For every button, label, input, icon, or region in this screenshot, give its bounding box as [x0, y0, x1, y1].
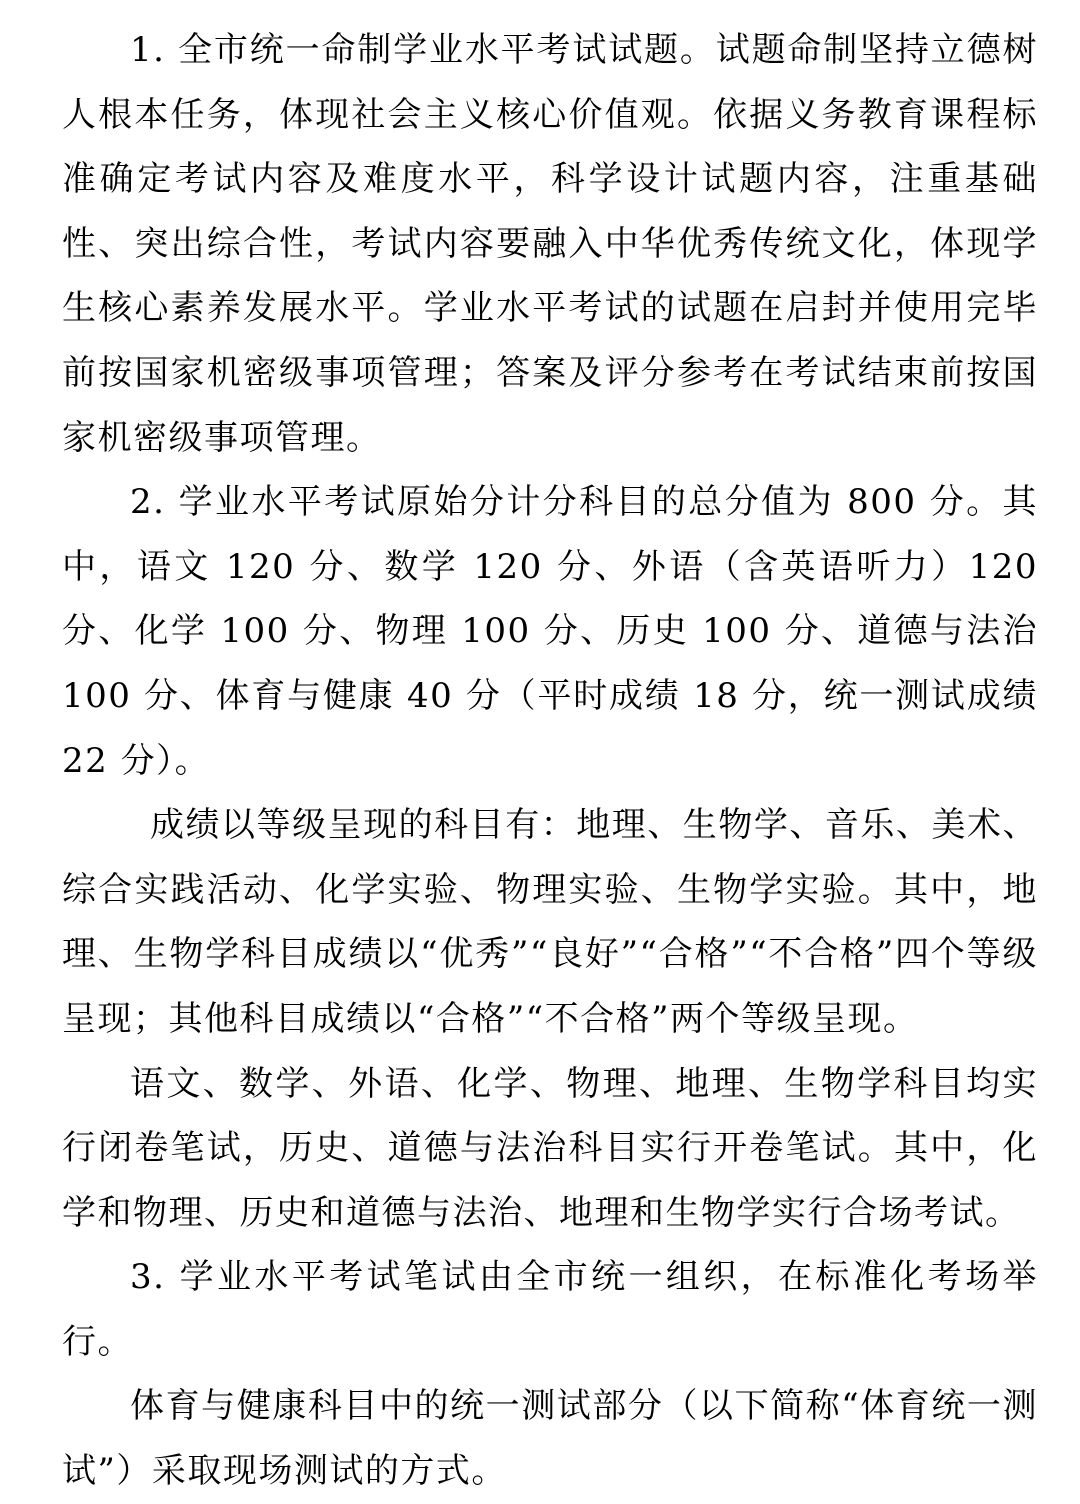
paragraph-grade-levels: 成绩以等级呈现的科目有：地理、生物学、音乐、美术、综合实践活动、化学实验、物理实验、生物学实验。其中，地理、生物学科目成绩以“优秀”“良好”“合格”“不合格”四个等级呈现；其他科目成绩以“合格”“不合格”两个等级呈现。 — [62, 805, 1038, 1039]
paragraph-written-exam-organization: 3. 学业水平考试笔试由全市统一组织，在标准化考场举行。 — [62, 1257, 1038, 1362]
paragraph-score-values: 2. 学业水平考试原始分计分科目的总分值为 800 分。其中，语文 120 分、数学 120 分、外语（含英语听力）120 分、化学 100 分、物理 100 分、历史 100 分、道德与法治 100 分、体育与健康 40 分（平时成绩 18 分，统一测试成绩 22 分）。 — [62, 482, 1038, 781]
paragraph-exam-format: 语文、数学、外语、化学、物理、地理、生物学科目均实行闭卷笔试，历史、道德与法治科目实行开卷笔试。其中，化学和物理、历史和道德与法治、地理和生物学实行合场考试。 — [62, 1063, 1038, 1233]
paragraph-pe-unified-test: 体育与健康科目中的统一测试部分（以下简称“体育统一测试”）采取现场测试的方式。 — [62, 1386, 1038, 1492]
paragraph-exam-design: 1. 全市统一命制学业水平考试试题。试题命制坚持立德树人根本任务，体现社会主义核心价值观。依据义务教育课程标准确定考试内容及难度水平，科学设计试题内容，注重基础性、突出综合性，考试内容要融入中华优秀传统文化，体现学生核心素养发展水平。学业水平考试的试题在启封并使用完毕前按国家机密级事项管理；答案及评分参考在考试结束前按国家机密级事项管理。 — [62, 30, 1038, 458]
